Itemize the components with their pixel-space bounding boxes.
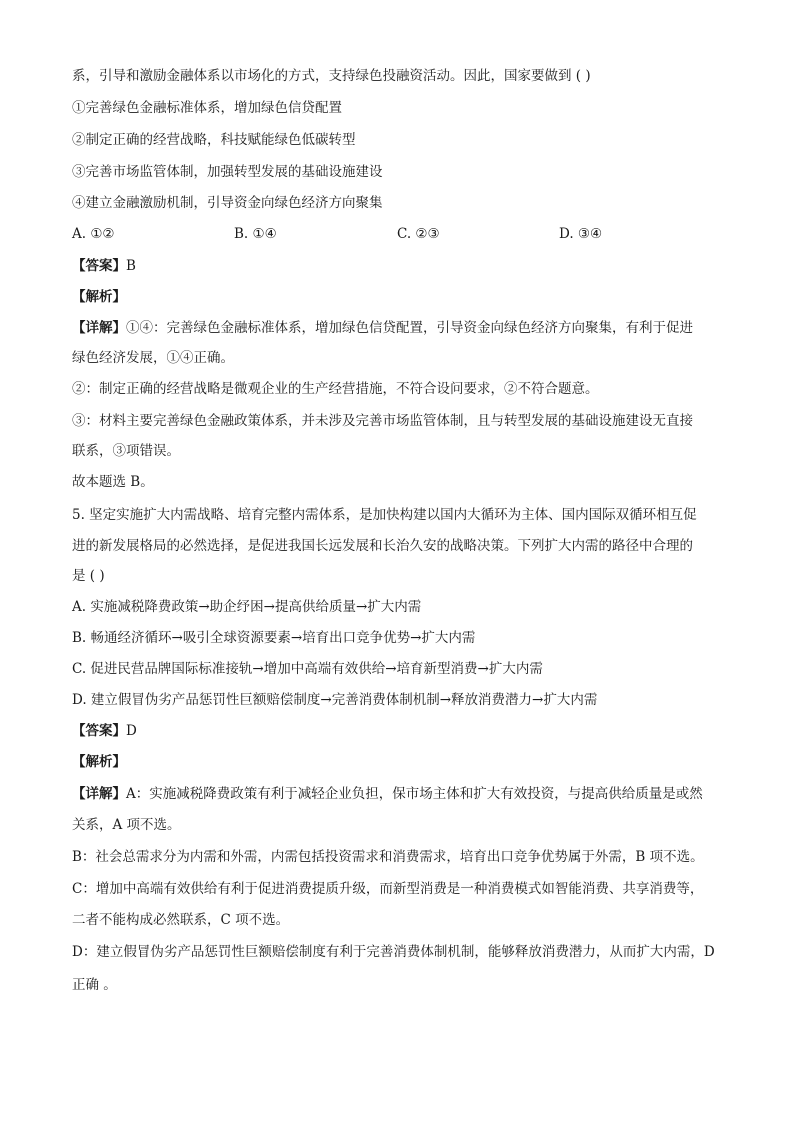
q5-answer — [72, 721, 742, 741]
q4-option-a: A. ①② — [72, 226, 115, 242]
q5-stem-3: 是 ( ) — [72, 568, 105, 584]
q4-item-2: ②制定正确的经营战略，科技赋能绿色低碳转型 — [72, 132, 356, 148]
q5-option-a: A. 实施减税降费政策→助企纾困→提高供给质量→扩大内需 — [72, 599, 422, 615]
q4-stem-continuation: 系，引导和激励金融体系以市场化的方式，支持绿色投融资活动。因此，国家要做到 ( ) — [72, 68, 591, 84]
q4-detail-3b: 联系，③项错误。 — [72, 443, 180, 459]
q5-detail-a1 — [72, 784, 742, 804]
q4-option-d: D. ③④ — [559, 226, 603, 242]
q4-answer — [72, 256, 742, 276]
q5-stem-1: 5. 坚定实施扩大内需战略、培育完整内需体系，是加快构建以国内大循环为主体、国内国际双循环相互促 — [72, 507, 697, 523]
q5-detail-d2: 正确 。 — [72, 977, 117, 993]
q5-detail-c1: C：增加中高端有效供给有利于促进消费提质升级，而新型消费是一种消费模式如智能消费、共享消费等， — [72, 881, 704, 897]
detail-tag: 【详解】 — [72, 786, 126, 802]
q5-option-c: C. 促进民营品牌国际标准接轨→增加中高端有效供给→培育新型消费→扩大内需 — [72, 661, 543, 677]
answer-tag: 【答案】 — [72, 723, 126, 739]
q5-option-b: B. 畅通经济循环→吸引全球资源要素→培育出口竞争优势→扩大内需 — [72, 630, 476, 646]
detail-text: ①④：完善绿色金融标准体系，增加绿色信贷配置，引导资金向绿色经济方向聚集，有利于促进 — [126, 320, 693, 336]
q4-analysis-heading — [72, 287, 742, 307]
q5-detail-b: B：社会总需求分为内需和外需，内需包括投资需求和消费需求，培育出口竞争优势属于外需，B 项不选。 — [72, 849, 704, 865]
q4-detail-3a: ③：材料主要完善绿色金融政策体系，并未涉及完善市场监管体制，且与转型发展的基础设施建设无直接 — [72, 413, 693, 429]
answer-tag: 【答案】 — [72, 258, 126, 274]
q5-stem-2: 进的新发展格局的必然选择，是促进我国长远发展和长治久安的战略决策。下列扩大内需的路径中合理的 — [72, 538, 693, 554]
q4-item-1: ①完善绿色金融标准体系，增加绿色信贷配置 — [72, 100, 342, 116]
q4-detail-2: ②：制定正确的经营战略是微观企业的生产经营措施，不符合设问要求，②不符合题意。 — [72, 381, 599, 397]
analysis-tag: 【解析】 — [72, 289, 126, 305]
q4-option-b: B. ①④ — [234, 226, 277, 242]
q4-item-4: ④建立金融激励机制，引导资金向绿色经济方向聚集 — [72, 195, 383, 211]
q4-item-3: ③完善市场监管体制，加强转型发展的基础设施建设 — [72, 164, 383, 180]
detail-tag: 【详解】 — [72, 320, 126, 336]
q5-detail-c2: 二者不能构成必然联系，C 项不选。 — [72, 912, 290, 928]
answer-value: B — [126, 258, 136, 274]
q5-detail-d1: D：建立假冒伪劣产品惩罚性巨额赔偿制度有利于完善消费体制机制，能够释放消费潜力，从而扩大内需，D — [72, 944, 715, 960]
q4-option-c: C. ②③ — [397, 226, 440, 242]
q5-option-d: D. 建立假冒伪劣产品惩罚性巨额赔偿制度→完善消费体制机制→释放消费潜力→扩大内需 — [72, 692, 598, 708]
detail-text: A：实施减税降费政策有利于减轻企业负担，保市场主体和扩大有效投资，与提高供给质量是或然 — [126, 786, 703, 802]
analysis-tag: 【解析】 — [72, 754, 126, 770]
q4-conclusion: 故本题选 B。 — [72, 474, 154, 490]
answer-value: D — [126, 723, 137, 739]
q4-detail-1b: 绿色经济发展，①④正确。 — [72, 350, 234, 366]
q5-analysis-heading — [72, 752, 742, 772]
q5-detail-a2: 关系，A 项不选。 — [72, 817, 181, 833]
q4-detail-1a — [72, 318, 742, 338]
